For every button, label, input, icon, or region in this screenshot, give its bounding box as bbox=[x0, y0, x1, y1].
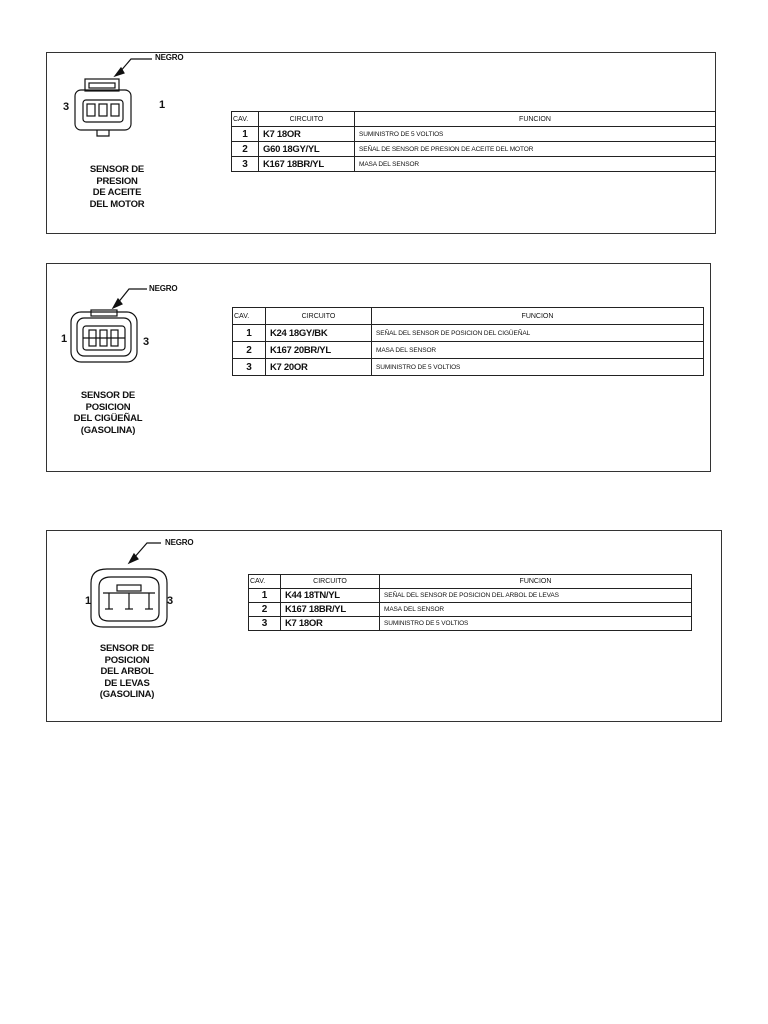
cell-function: MASA DEL SENSOR bbox=[355, 157, 716, 172]
cell-function: SEÑAL DEL SENSOR DE POSICION DEL CIGÜEÑAL bbox=[372, 325, 704, 342]
pin-number-left: 3 bbox=[63, 101, 70, 113]
cell-circuit: K24 18GY/BK bbox=[266, 325, 372, 342]
cell-cav: 3 bbox=[249, 617, 281, 631]
table-row bbox=[232, 157, 716, 172]
connector-diagram bbox=[47, 264, 207, 374]
pin-number-left: 1 bbox=[85, 595, 92, 607]
sensor-name-line: DE ACEITE bbox=[92, 187, 142, 198]
cell-function: MASA DEL SENSOR bbox=[380, 603, 692, 617]
pinout-table bbox=[232, 307, 704, 376]
cell-circuit: K167 18BR/YL bbox=[259, 157, 355, 172]
connector-panel-oil-pressure-sensor bbox=[46, 52, 716, 234]
cell-circuit: K7 18OR bbox=[281, 617, 380, 631]
cell-function: SEÑAL DEL SENSOR DE POSICION DEL ARBOL DE LEVAS bbox=[380, 589, 692, 603]
table-row bbox=[233, 325, 704, 342]
pin-number-right: 1 bbox=[159, 99, 166, 111]
wire-color-label: NEGRO bbox=[149, 284, 178, 293]
cell-cav: 1 bbox=[232, 127, 259, 142]
sensor-name-line: DEL CIGÜEÑAL bbox=[73, 413, 143, 424]
column-header-cav: CAV. bbox=[233, 308, 266, 325]
cell-circuit: K167 20BR/YL bbox=[266, 342, 372, 359]
column-header-function: FUNCION bbox=[355, 112, 716, 127]
cell-cav: 3 bbox=[233, 359, 266, 376]
table-row bbox=[233, 342, 704, 359]
cell-function: SEÑAL DE SENSOR DE PRESION DE ACEITE DEL MOTOR bbox=[355, 142, 716, 157]
table-row bbox=[249, 603, 692, 617]
column-header-circuit: CIRCUITO bbox=[266, 308, 372, 325]
table-header-row bbox=[233, 308, 704, 325]
sensor-name-line: SENSOR DE bbox=[89, 164, 145, 175]
column-header-circuit: CIRCUITO bbox=[259, 112, 355, 127]
table-row bbox=[233, 359, 704, 376]
cell-function: SUMINISTRO DE 5 VOLTIOS bbox=[372, 359, 704, 376]
table-header-row bbox=[232, 112, 716, 127]
cell-cav: 3 bbox=[232, 157, 259, 172]
sensor-name-line: SENSOR DE bbox=[80, 390, 136, 401]
sensor-name bbox=[75, 643, 179, 701]
cell-function: SUMINISTRO DE 5 VOLTIOS bbox=[380, 617, 692, 631]
column-header-circuit: CIRCUITO bbox=[281, 575, 380, 589]
pinout-table bbox=[248, 574, 692, 631]
sensor-name-line: (GASOLINA) bbox=[80, 424, 136, 436]
connector-panel-camshaft-position-sensor bbox=[46, 530, 722, 722]
column-header-function: FUNCION bbox=[380, 575, 692, 589]
pin-number-right: 3 bbox=[167, 595, 174, 607]
sensor-name-line: (GASOLINA) bbox=[99, 689, 155, 700]
cell-cav: 2 bbox=[233, 342, 266, 359]
cell-cav: 2 bbox=[232, 142, 259, 157]
cell-function: MASA DEL SENSOR bbox=[372, 342, 704, 359]
cell-circuit: K44 18TN/YL bbox=[281, 589, 380, 603]
connector-diagram bbox=[47, 53, 207, 153]
sensor-name-line: DE LEVAS bbox=[104, 677, 150, 689]
sensor-name-line: DEL MOTOR bbox=[89, 198, 145, 210]
sensor-name-line: POSICION bbox=[85, 401, 131, 413]
sensor-name-line: POSICION bbox=[104, 654, 150, 666]
table-header-row bbox=[249, 575, 692, 589]
table-row bbox=[232, 142, 716, 157]
pin-number-right: 3 bbox=[143, 336, 150, 348]
table-row bbox=[232, 127, 716, 142]
cell-cav: 2 bbox=[249, 603, 281, 617]
sensor-name-line: PRESION bbox=[96, 175, 138, 187]
cell-circuit: K7 20OR bbox=[266, 359, 372, 376]
wire-color-label: NEGRO bbox=[155, 53, 184, 62]
connector-panel-crankshaft-position-sensor bbox=[46, 263, 711, 472]
sensor-name bbox=[53, 390, 163, 436]
sensor-name bbox=[67, 164, 167, 210]
sensor-name-line: DEL ARBOL bbox=[100, 666, 154, 677]
column-header-cav: CAV. bbox=[249, 575, 281, 589]
connector-diagram bbox=[47, 531, 217, 641]
cell-function: SUMINISTRO DE 5 VOLTIOS bbox=[355, 127, 716, 142]
pinout-table bbox=[231, 111, 716, 172]
cell-circuit: G60 18GY/YL bbox=[259, 142, 355, 157]
sensor-name-line: SENSOR DE bbox=[99, 643, 155, 654]
pin-number-left: 1 bbox=[61, 333, 68, 345]
cell-circuit: K167 18BR/YL bbox=[281, 603, 380, 617]
table-row bbox=[249, 617, 692, 631]
wire-color-label: NEGRO bbox=[165, 538, 194, 547]
cell-circuit: K7 18OR bbox=[259, 127, 355, 142]
table-row bbox=[249, 589, 692, 603]
cell-cav: 1 bbox=[233, 325, 266, 342]
cell-cav: 1 bbox=[249, 589, 281, 603]
column-header-function: FUNCION bbox=[372, 308, 704, 325]
column-header-cav: CAV. bbox=[232, 112, 259, 127]
